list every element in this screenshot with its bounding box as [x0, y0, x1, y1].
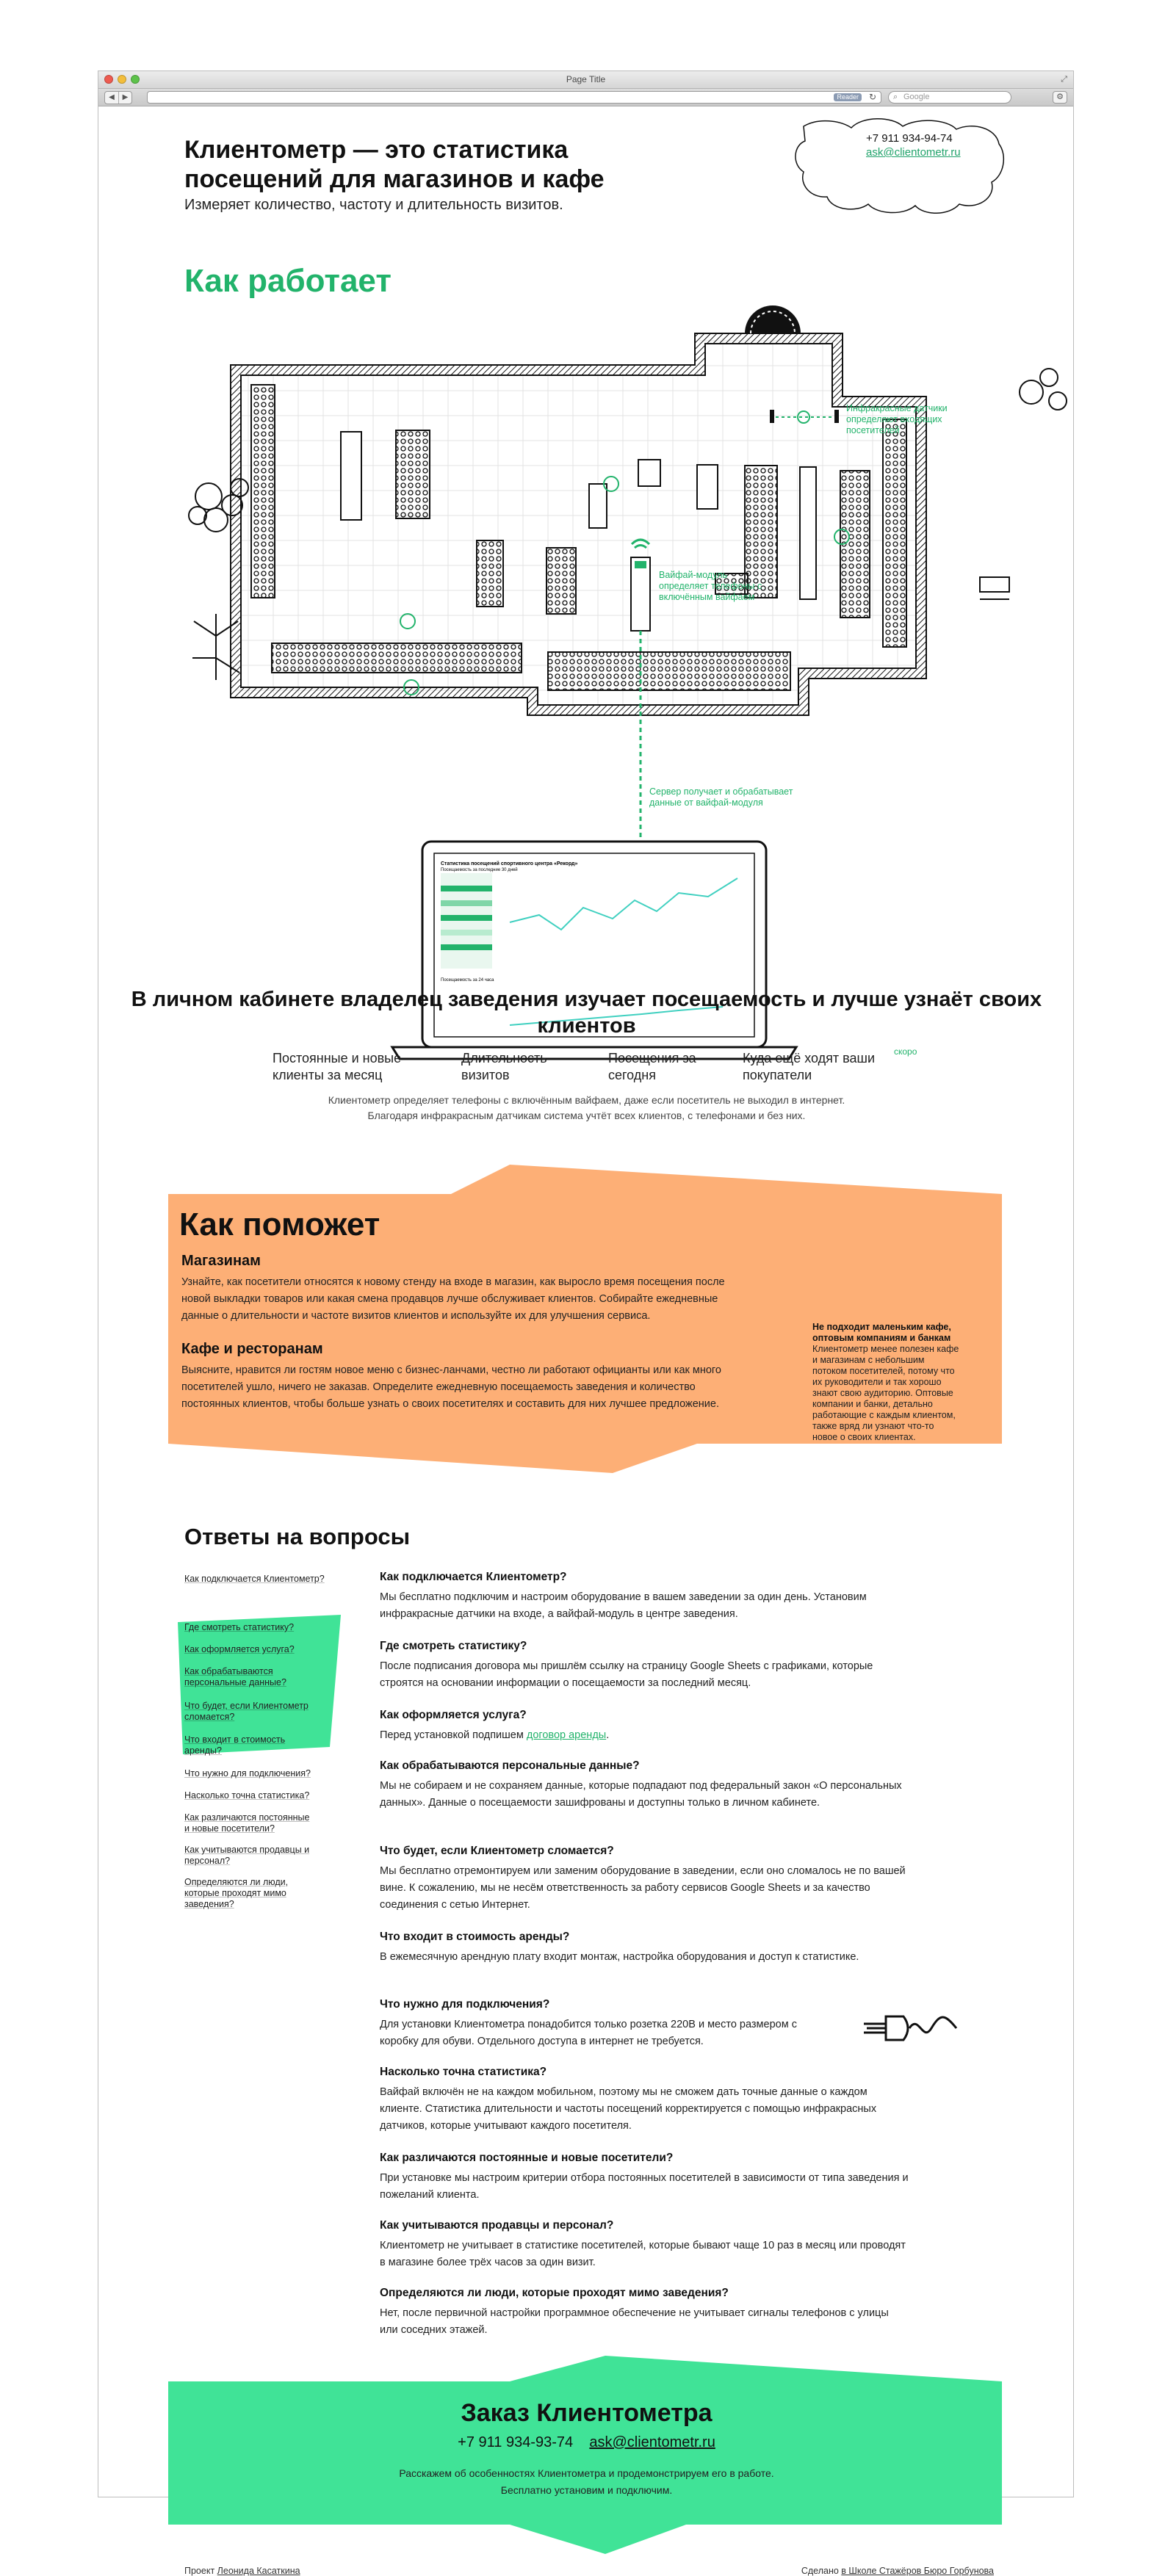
faq-nav-item[interactable]: Как подключается Клиентометр?: [184, 1574, 325, 1584]
shelf: [546, 548, 576, 614]
feature-today: Посещения за сегодня: [608, 1051, 696, 1082]
faq-nav-item[interactable]: Как оформляется услуга?: [184, 1644, 295, 1654]
nav-buttons: [104, 91, 132, 104]
store-floor-plan: [98, 291, 1075, 996]
order-contacts: [98, 2434, 1075, 2451]
faq-answer: Мы не собираем и не сохраняем данные, которые подпадают под федеральный закон «О персональных данных». Данные о посещаемости зашифрованы и доступны только в личном кабинете.: [380, 1780, 902, 1809]
footer-author-link[interactable]: Леонида Касаткина: [217, 2566, 300, 2576]
faq-nav-item[interactable]: Как учитываются продавцы и персонал?: [184, 1845, 310, 1866]
order-note: [98, 2465, 1075, 2499]
faq-question: Как обрабатываются персональные данные?: [380, 1759, 640, 1772]
browser-toolbar: [98, 89, 1073, 106]
faq-question: Что нужно для подключения?: [380, 1998, 550, 2011]
faq-nav-item[interactable]: Что входит в стоимость аренды?: [184, 1734, 286, 1756]
search-input[interactable]: [888, 91, 1011, 104]
title-bar: [98, 71, 1073, 89]
faq-nav-item[interactable]: Как обрабатываются персональные данные?: [184, 1666, 286, 1687]
shelf: [341, 432, 361, 520]
faq-question: Насколько точна статистика?: [380, 2066, 547, 2078]
laptop-screen-label: Посещаемость за 24 часа: [441, 978, 494, 983]
faq-answer: В ежемесячную арендную плату входит монтаж, настройка оборудования и доступ к статистике.: [380, 1951, 859, 1963]
faq-answer: Для установки Клиентометра понадобится только розетка 220В и место размером с коробку для обуви. Отдельного доступа в интернет не требуется.: [380, 2019, 797, 2047]
faq-title: Ответы на вопросы: [184, 1524, 411, 1549]
faq-question: Где смотреть статистику?: [380, 1640, 527, 1652]
faq-nav-item[interactable]: Как различаются постоянные и новые посетители?: [184, 1812, 310, 1834]
wifi-module-callout: Вайфай-модуль определяет телефоны с включённым вайфаем: [659, 570, 762, 602]
faq-question: Как подключается Клиентометр?: [380, 1571, 567, 1583]
how-it-works-title: Как работает: [184, 263, 392, 299]
cabinet-note-line2: Благодаря инфракрасным датчикам система учтёт всех клиентов, с телефонами и без них.: [367, 1110, 806, 1121]
address-bar[interactable]: [147, 91, 881, 104]
faq-nav-item[interactable]: Где смотреть статистику?: [184, 1622, 295, 1632]
order-email-link[interactable]: ask@clientometr.ru: [589, 2434, 715, 2450]
search-icon: ⌕: [893, 93, 898, 101]
footer-credits: [801, 2566, 994, 2576]
feature-elsewhere: Куда ещё ходят ваши покупатели: [743, 1051, 876, 1082]
footer-credits-link[interactable]: в Школе Стажёров Бюро Горбунова: [841, 2566, 994, 2576]
shops-title: Магазинам: [181, 1253, 261, 1269]
search-placeholder: Google: [903, 93, 930, 101]
help-title: Как поможет: [179, 1206, 380, 1242]
order-section-background: [98, 2356, 1075, 2554]
shelf: [477, 540, 503, 607]
page-content: [98, 107, 1075, 2576]
feature-duration: Длительность визитов: [461, 1051, 547, 1082]
power-plug-icon: [864, 2006, 959, 2050]
cabinet-note: [98, 1093, 1075, 1124]
back-arrow-icon[interactable]: ◀: [109, 93, 115, 101]
cafes-title: Кафе и ресторанам: [181, 1341, 323, 1357]
order-note-line1: Расскажем об особенностях Клиентометра и продемонстрируем его в работе.: [399, 2467, 774, 2479]
faq-answer-end: .: [606, 1729, 610, 1741]
footer-author: [184, 2566, 300, 2576]
faq-nav-item[interactable]: Насколько точна статистика?: [184, 1790, 310, 1801]
rental-contract-link[interactable]: договор аренды: [526, 1729, 607, 1741]
server-callout: Сервер получает и обрабатывает данные от вайфай-модуля: [649, 786, 793, 808]
window-title: Page Title: [566, 74, 606, 84]
shops-text: Узнайте, как посетители относятся к новому стенду на входе в магазин, как выросло время посещения после новой выкладки товаров или какая смена продавцов лучше обслуживает клиентов. Собирайте ежедневные данные о длительности и частоте визитов клиентов и используйте их для улучшения сервиса.: [181, 1276, 725, 1322]
faq-question: Как различаются постоянные и новые посетители?: [380, 2152, 674, 2164]
faq-answer: Мы бесплатно подключим и настроим оборудование в вашем заведении за один день. Установим инфракрасные датчики на входе, а вайфай-модуль в центре заведения.: [380, 1591, 867, 1620]
ir-sensors-callout: Инфракрасные датчики определяют входящих посетителей: [846, 403, 948, 435]
forward-arrow-icon[interactable]: ▶: [118, 92, 131, 104]
reader-button[interactable]: Reader: [834, 93, 862, 101]
faq-answer: Клиентометр не учитывает в статистике посетителей, которые бывают чаще 10 раз в месяц или проводят в магазине более трёх часов за один визит.: [380, 2240, 906, 2268]
cabinet-note-line1: Клиентометр определяет телефоны с включённым вайфаем, даже если посетитель не выходил в интернет.: [328, 1094, 845, 1106]
faq-nav-item[interactable]: Что будет, если Клиентометр сломается?: [184, 1701, 309, 1722]
side-note-title: Не подходит маленьким кафе, оптовым компаниям и банкам: [812, 1322, 951, 1343]
cabinet-title: В личном кабинете владелец заведения изучает посещаемость и лучше узнаёт своих клиентов: [131, 988, 1042, 1038]
faq-answer: Мы бесплатно отремонтируем или заменим оборудование в заведении, если оно сломалось не по вашей вине. К сожалению, мы не несём ответственность за работу сервисов Google Sheets и за качество соединения с сетью Интернет.: [380, 1865, 906, 1911]
faq-answer: При установке мы настроим критерии отбора постоянных посетителей в зависимости от типа заведения и пожеланий клиента.: [380, 2172, 909, 2201]
shelf: [396, 430, 430, 518]
order-phone[interactable]: +7 911 934-93-74: [458, 2434, 574, 2450]
checkout-counter: [589, 484, 607, 528]
faq-nav-item[interactable]: Что нужно для подключения?: [184, 1768, 311, 1779]
gear-icon[interactable]: ⚙: [1053, 91, 1067, 104]
shelf: [883, 419, 906, 647]
faq-answer: После подписания договора мы пришлём ссылку на страницу Google Sheets с графиками, которые строятся на основании информации о посещаемости за последний месяц.: [380, 1660, 873, 1689]
contact-cloud-icon: [789, 112, 1009, 216]
checkout-counter: [638, 460, 660, 486]
shelf: [251, 385, 275, 598]
laptop-screen-label: Посещаемость за последние 30 дней: [441, 868, 518, 872]
footer-author-prefix: Проект: [184, 2566, 215, 2576]
entrance-fan-icon: [745, 305, 801, 333]
faq-nav-item[interactable]: Определяются ли люди, которые проходят мимо заведения?: [184, 1877, 289, 1909]
shelf: [800, 467, 816, 599]
shelf: [548, 652, 790, 690]
hero-subtitle: Измеряет количество, частоту и длительность визитов.: [184, 197, 563, 213]
fullscreen-icon[interactable]: ⤢: [1061, 75, 1067, 84]
browser-window: [98, 70, 1074, 2576]
bench-icon: [980, 577, 1009, 599]
faq-answer: Вайфай включён не на каждом мобильном, поэтому мы не сможем дать точные данные о каждом клиенте. Статистика длительности и частоты посещений корректируется с помощью инфракрасных датчиков, которые учитывают каждого посетителя.: [380, 2086, 877, 2132]
faq-question: Что будет, если Клиентометр сломается?: [380, 1845, 614, 1857]
faq-question: Как оформляется услуга?: [380, 1709, 527, 1721]
faq-question: Что входит в стоимость аренды?: [380, 1931, 570, 1943]
hero-title: Клиентометр — это статистика посещений для магазинов и кафе: [184, 136, 605, 193]
footer-credits-prefix: Сделано: [801, 2566, 839, 2576]
shelf: [272, 643, 522, 673]
order-note-line2: Бесплатно установим и подключим.: [500, 2484, 673, 2496]
side-note-text: Клиентометр менее полезен кафе и магазинам с небольшим потоком посетителей, потому что их руководители и так хорошо знают свою аудиторию. Оптовые компании и банки, детально работающие с каждым клиентом, также вряд ли узнают что-то новое о своих клиентах.: [812, 1344, 959, 1442]
cloud-email-link[interactable]: ask@clientometr.ru: [866, 146, 961, 159]
feature-clients: Постоянные и новые клиенты за месяц: [273, 1051, 402, 1082]
faq-answer: Нет, после первичной настройки программное обеспечение не учитывает сигналы телефонов с улицы или соседних этажей.: [380, 2307, 889, 2336]
soon-badge: скоро: [894, 1046, 917, 1057]
checkout-counter: [697, 465, 718, 509]
reload-icon[interactable]: ↻: [868, 92, 876, 102]
faq-question: Определяются ли люди, которые проходят мимо заведения?: [380, 2287, 729, 2299]
order-title: Заказ Клиентометра: [461, 2399, 713, 2427]
laptop-screen-title: Статистика посещений спортивного центра «Рекорд»: [441, 861, 578, 866]
cafes-text: Выясните, нравится ли гостям новое меню с бизнес-ланчами, честно ли работают официанты или как много посетителей ушло, ничего не заказав. Определите ежедневную посещаемость заведения и количество постоянных клиентов, чтобы больше узнать о своих посетителях и составить для них лучшее предложение.: [181, 1364, 721, 1410]
cloud-phone[interactable]: +7 911 934-94-74: [866, 132, 953, 145]
plant-right-icon: [1020, 369, 1067, 410]
faq-question: Как учитываются продавцы и персонал?: [380, 2219, 614, 2232]
faq-answer-text: Перед установкой подпишем: [380, 1729, 524, 1741]
faq-answer: [380, 1727, 909, 1744]
